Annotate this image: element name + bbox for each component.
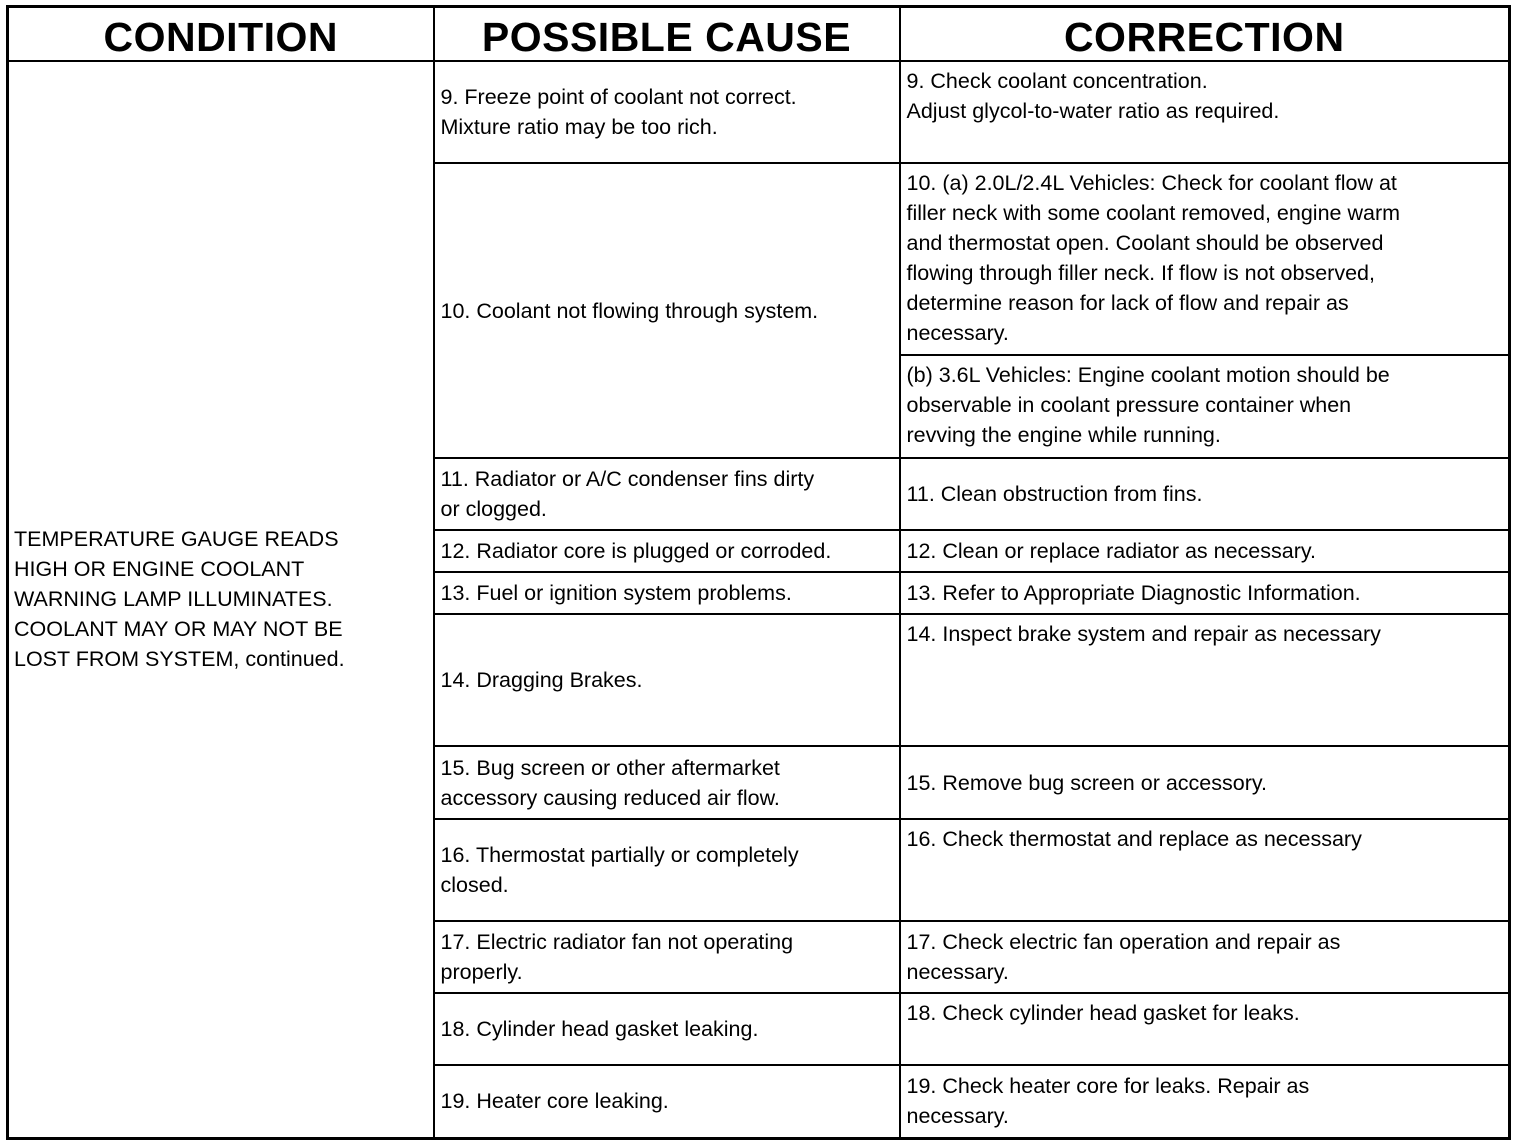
- correction-cell: 15. Remove bug screen or accessory.: [900, 746, 1510, 819]
- cause-cell: 9. Freeze point of coolant not correct. Mixture ratio may be too rich.: [434, 61, 900, 163]
- correction-cell: 11. Clean obstruction from fins.: [900, 458, 1510, 530]
- correction-cell-b: (b) 3.6L Vehicles: Engine coolant motion should be observable in coolant pressure container when revving the engine while running.: [900, 355, 1510, 458]
- cause-cell: 14. Dragging Brakes.: [434, 614, 900, 746]
- correction-cell: 17. Check electric fan operation and repair as necessary.: [900, 921, 1510, 993]
- cause-cell: 17. Electric radiator fan not operating properly.: [434, 921, 900, 993]
- correction-cell: 18. Check cylinder head gasket for leaks.: [900, 993, 1510, 1065]
- cause-cell: 11. Radiator or A/C condenser fins dirty or clogged.: [434, 458, 900, 530]
- condition-cell: [8, 61, 434, 1138]
- correction-cell: 14. Inspect brake system and repair as necessary: [900, 614, 1510, 746]
- cause-cell: 15. Bug screen or other aftermarket accessory causing reduced air flow.: [434, 746, 900, 819]
- correction-cell: 13. Refer to Appropriate Diagnostic Information.: [900, 572, 1510, 614]
- condition-text: TEMPERATURE GAUGE READS HIGH OR ENGINE COOLANT WARNING LAMP ILLUMINATES. COOLANT MAY OR MAY NOT BE LOST FROM SYSTEM, continued.: [14, 527, 345, 672]
- table-row: [8, 61, 1510, 163]
- cause-cell: 12. Radiator core is plugged or corroded.: [434, 530, 900, 572]
- correction-cell: 10. (a) 2.0L/2.4L Vehicles: Check for coolant flow at filler neck with some coolant removed, engine warm and thermostat open. Coolant should be observed flowing through filler neck. If flow is not observed, determine reason for lack of flow and repair as necessary.: [900, 163, 1510, 355]
- correction-cell: 16. Check thermostat and replace as necessary: [900, 819, 1510, 921]
- cause-cell: 13. Fuel or ignition system problems.: [434, 572, 900, 614]
- cause-cell: 18. Cylinder head gasket leaking.: [434, 993, 900, 1065]
- correction-cell: 19. Check heater core for leaks. Repair as necessary.: [900, 1065, 1510, 1138]
- diagnosis-table: [6, 5, 1511, 1140]
- header-row: [8, 7, 1510, 62]
- cause-header: POSSIBLE CAUSE: [434, 7, 900, 62]
- cause-cell: 19. Heater core leaking.: [434, 1065, 900, 1138]
- correction-cell: 9. Check coolant concentration. Adjust glycol-to-water ratio as required.: [900, 61, 1510, 163]
- correction-header: CORRECTION: [900, 7, 1510, 62]
- condition-header: CONDITION: [8, 7, 434, 62]
- cause-cell: 16. Thermostat partially or completely closed.: [434, 819, 900, 921]
- cause-cell: 10. Coolant not flowing through system.: [434, 163, 900, 458]
- correction-cell: 12. Clean or replace radiator as necessary.: [900, 530, 1510, 572]
